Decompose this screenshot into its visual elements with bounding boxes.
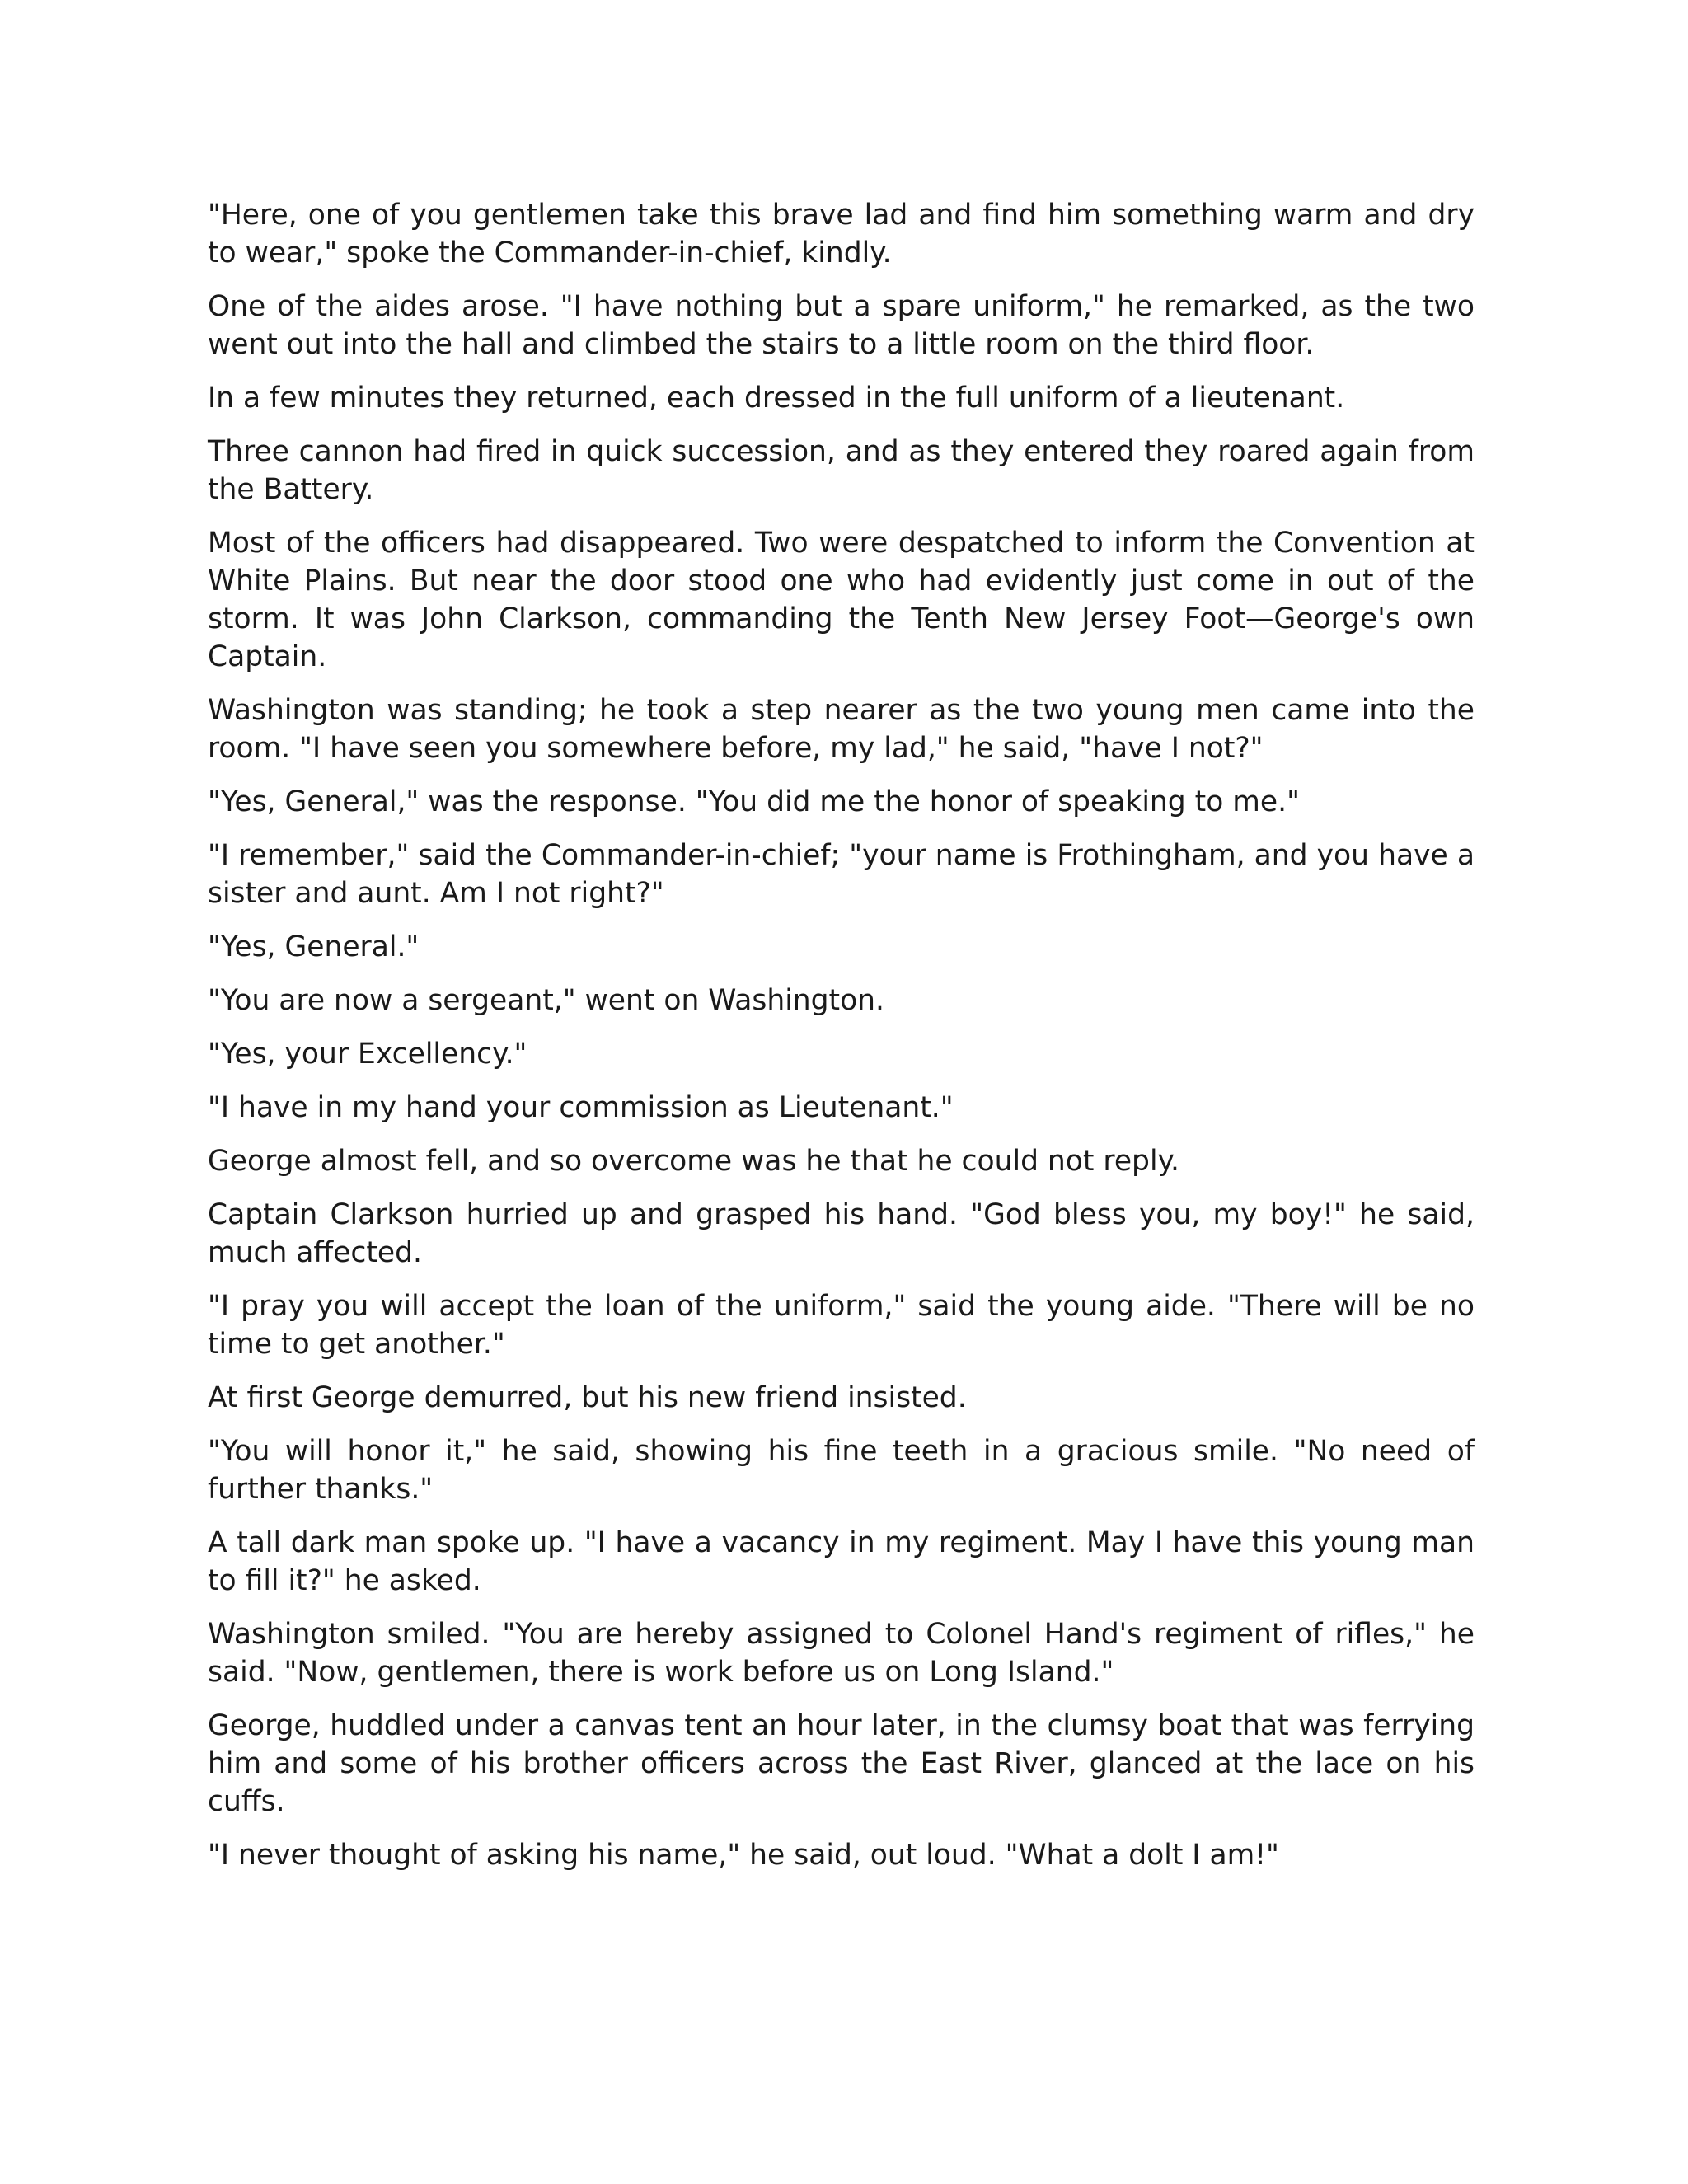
paragraph: "I never thought of asking his name," he said, out loud. "What a dolt I am!"	[208, 1839, 1279, 1872]
paragraph: At first George demurred, but his new friend insisted.	[208, 1381, 967, 1414]
paragraph: "Yes, General."	[208, 930, 420, 963]
paragraph: Most of the officers had disappeared. Two were despatched to inform the Convention at White Plains. But near the door stood one who had evidently just come in out of the storm. It was John Clarkson, commanding the Tenth New Jersey Foot—George's own Captain.	[208, 527, 1475, 673]
paragraph: Captain Clarkson hurried up and grasped his hand. "God bless you, my boy!" he said, much affected.	[208, 1198, 1475, 1269]
paragraph: Washington was standing; he took a step nearer as the two young men came into the room. "I have seen you somewhere before, my lad," he said, "have I not?"	[208, 694, 1475, 765]
paragraph: "Yes, your Excellency."	[208, 1038, 528, 1071]
paragraph: George almost fell, and so overcome was he that he could not reply.	[208, 1145, 1179, 1178]
body-text	[208, 196, 1475, 1890]
paragraph: George, huddled under a canvas tent an hour later, in the clumsy boat that was ferrying him and some of his brother officers across the East River, glanced at the lace on his cuffs.	[208, 1709, 1475, 1818]
paragraph: "You will honor it," he said, showing his fine teeth in a gracious smile. "No need of further thanks."	[208, 1435, 1475, 1506]
paragraph: "Here, one of you gentlemen take this brave lad and find him something warm and dry to wear," spoke the Commander-in-chief, kindly.	[208, 199, 1475, 269]
paragraph: "I remember," said the Commander-in-chief; "your name is Frothingham, and you have a sister and aunt. Am I not right?"	[208, 839, 1475, 910]
paragraph: Washington smiled. "You are hereby assigned to Colonel Hand's regiment of rifles," he said. "Now, gentlemen, there is work before us on Long Island."	[208, 1618, 1475, 1689]
paragraph: "I pray you will accept the loan of the uniform," said the young aide. "There will be no time to get another."	[208, 1290, 1475, 1361]
paragraph: "I have in my hand your commission as Lieutenant."	[208, 1091, 954, 1124]
paragraph: In a few minutes they returned, each dressed in the full uniform of a lieutenant.	[208, 382, 1345, 415]
paragraph: "You are now a sergeant," went on Washington.	[208, 984, 885, 1017]
paragraph: "Yes, General," was the response. "You did me the honor of speaking to me."	[208, 785, 1300, 818]
paragraph: One of the aides arose. "I have nothing but a spare uniform," he remarked, as the two went out into the hall and climbed the stairs to a little room on the third floor.	[208, 290, 1475, 361]
paragraph: A tall dark man spoke up. "I have a vacancy in my regiment. May I have this young man to fill it?" he asked.	[208, 1526, 1475, 1597]
paragraph: Three cannon had fired in quick succession, and as they entered they roared again from the Battery.	[208, 435, 1475, 506]
